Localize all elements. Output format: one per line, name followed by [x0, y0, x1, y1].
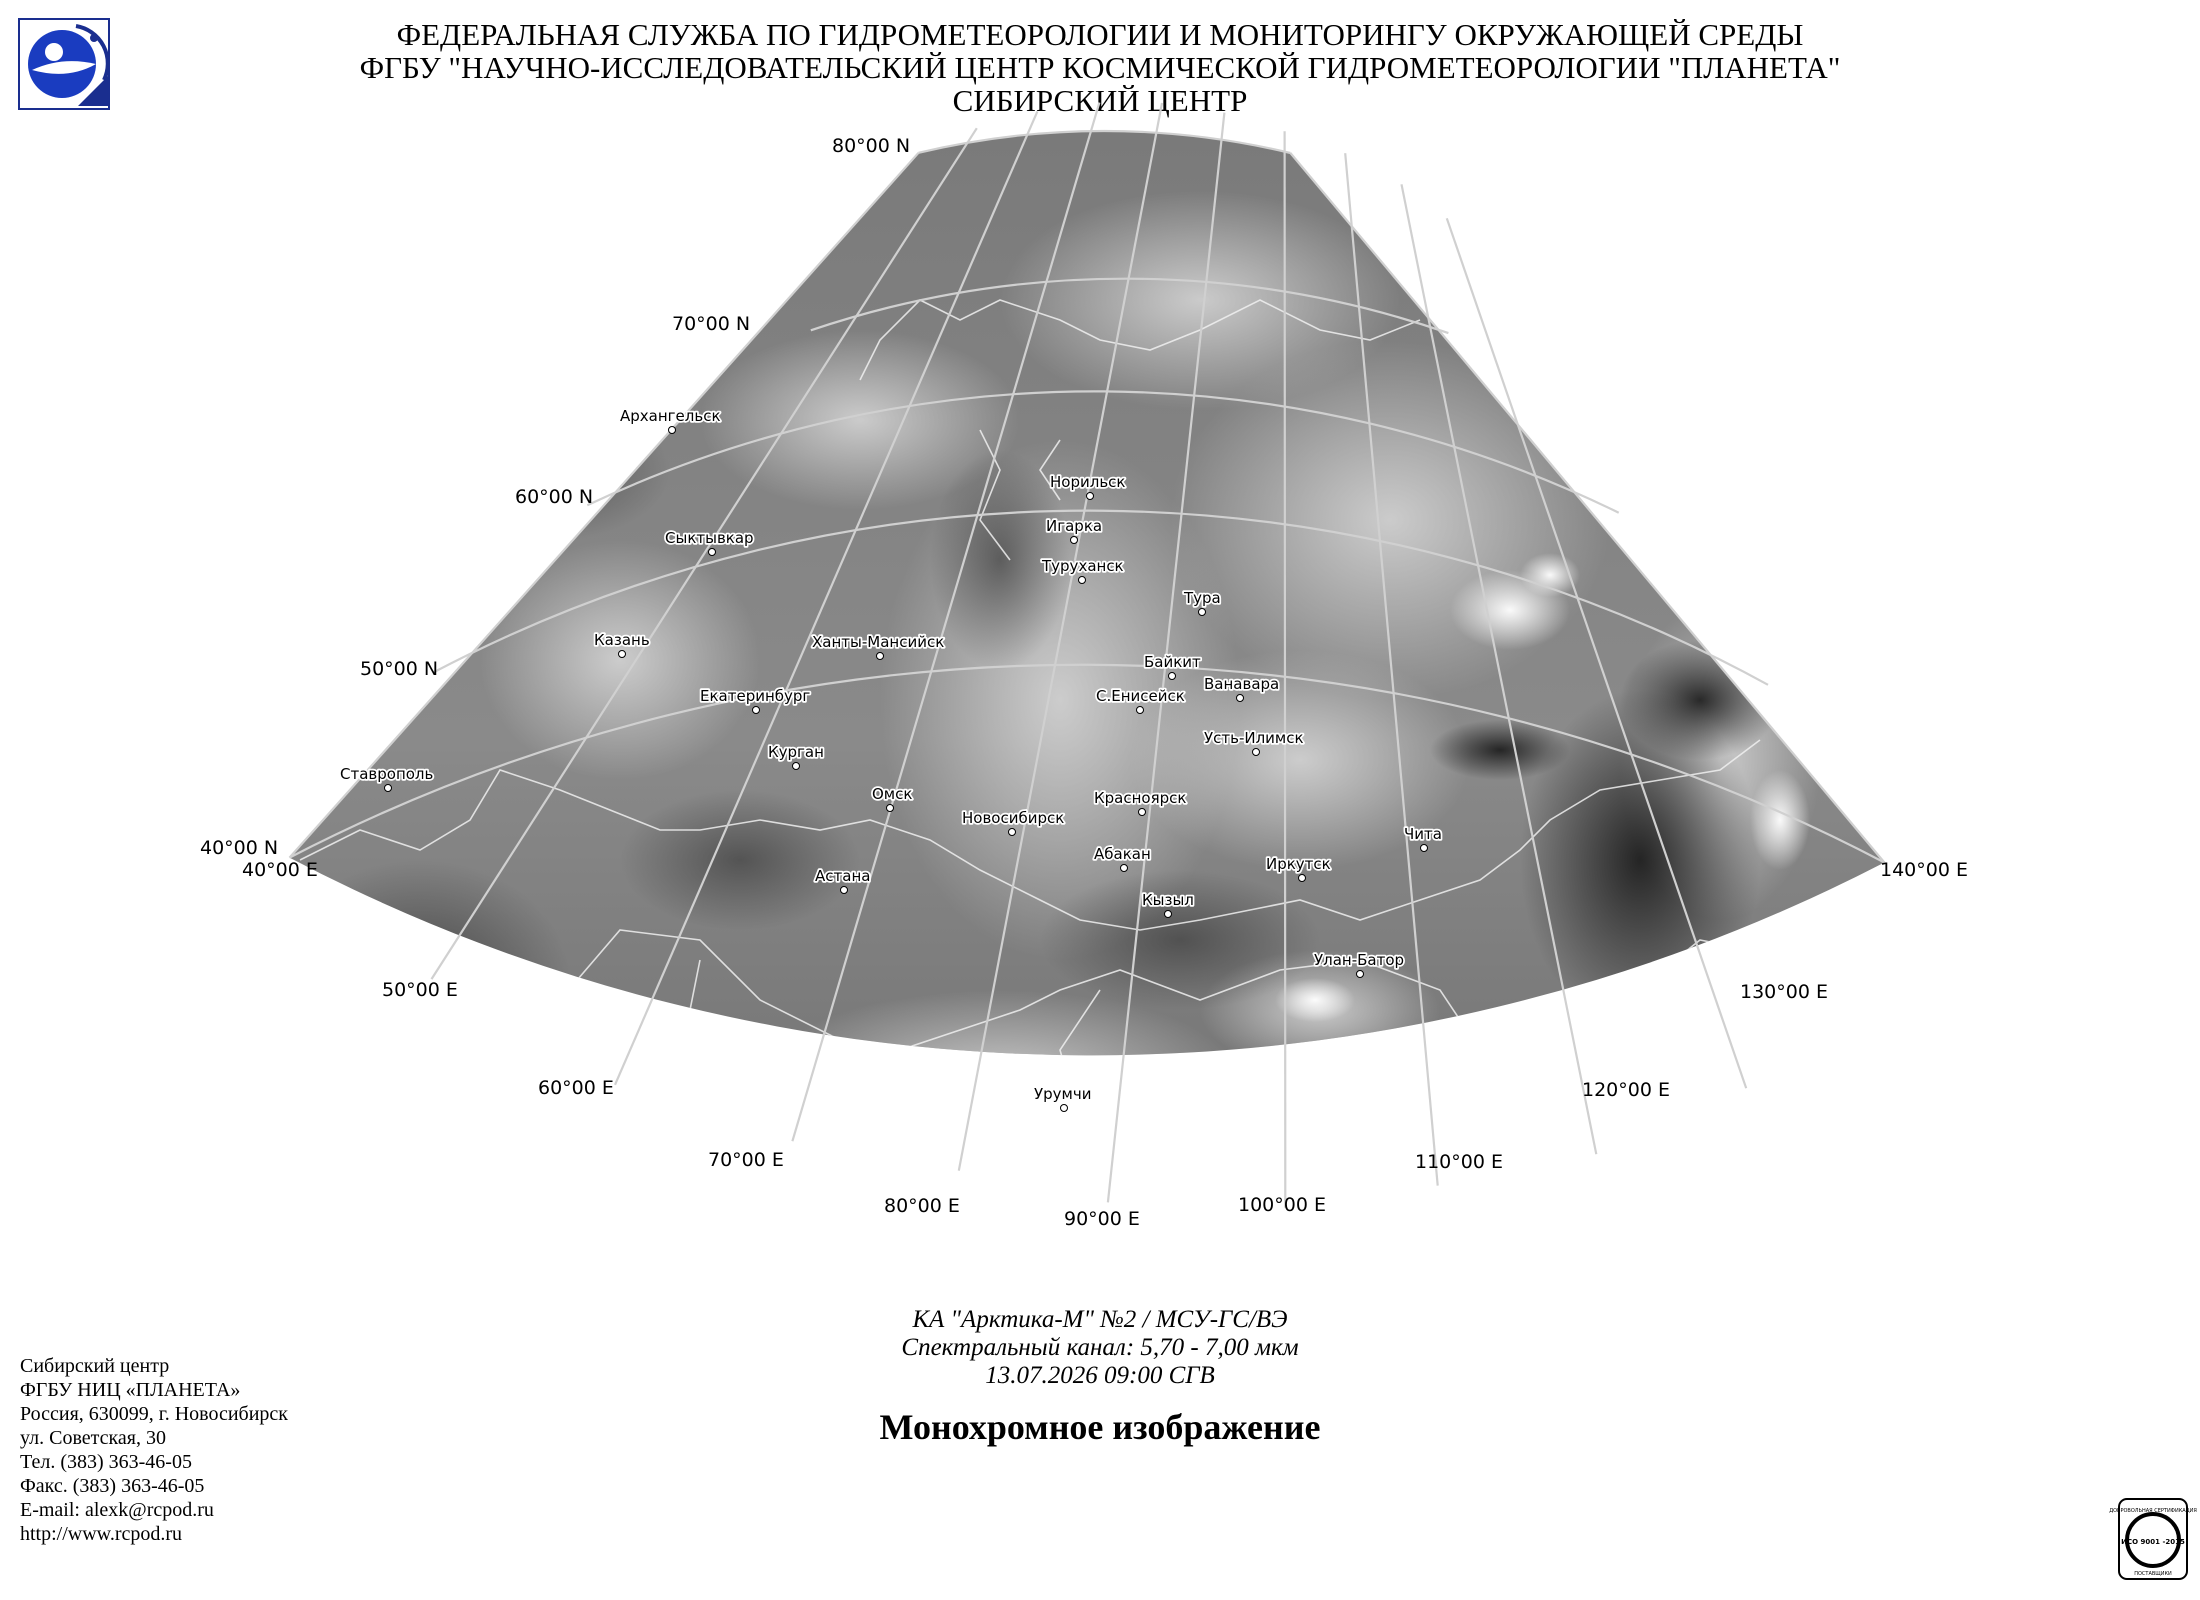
svg-text:ДОБРОВОЛЬНАЯ СЕРТИФИКАЦИЯ: ДОБРОВОЛЬНАЯ СЕРТИФИКАЦИЯ [2109, 1508, 2197, 1514]
contact-org: ФГБУ НИЦ «ПЛАНЕТА» [20, 1379, 241, 1401]
svg-text:Архангельск: Архангельск [620, 407, 721, 425]
header-line-institute: ФГБУ "НАУЧНО-ИССЛЕДОВАТЕЛЬСКИЙ ЦЕНТР КОСМИЧЕСКОЙ ГИДРОМЕТЕОРОЛОГИИ "ПЛАНЕТА" [359, 50, 1841, 85]
iso-certification-badge [2109, 1498, 2197, 1580]
lon-label-120: 120°00 E [1582, 1079, 1670, 1101]
lon-label-110: 110°00 E [1415, 1151, 1503, 1173]
lon-label-90: 90°00 E [1064, 1208, 1140, 1230]
contact-center: Сибирский центр [20, 1355, 170, 1377]
image-caption [700, 1306, 1500, 1390]
svg-text:Туруханск: Туруханск [1042, 557, 1124, 575]
lon-label-60: 60°00 E [538, 1077, 614, 1099]
svg-text:Игарка: Игарка [1046, 517, 1103, 535]
caption-channel: Спектральный канал: 5,70 - 7,00 мкм [901, 1334, 1299, 1361]
contact-street: ул. Советская, 30 [20, 1427, 166, 1449]
svg-text:Иркутск: Иркутск [1266, 855, 1331, 873]
svg-text:Норильск: Норильск [1050, 473, 1126, 491]
header-line-agency: ФЕДЕРАЛЬНАЯ СЛУЖБА ПО ГИДРОМЕТЕОРОЛОГИИ И МОНИТОРИНГУ ОКРУЖАЮЩЕЙ СРЕДЫ [396, 17, 1804, 52]
lon-label-70: 70°00 E [708, 1149, 784, 1171]
product-title: Монохромное изображение [879, 1407, 1321, 1447]
svg-text:Курган: Курган [768, 743, 824, 761]
svg-text:Тура: Тура [1184, 589, 1221, 607]
svg-text:Чита: Чита [1404, 825, 1442, 843]
contact-email[interactable]: E-mail: alexk@rcpod.ru [20, 1499, 214, 1521]
svg-text:Екатеринбург: Екатеринбург [700, 687, 811, 705]
caption-datetime: 13.07.2026 09:00 СГВ [985, 1362, 1215, 1389]
caption-satellite: КА "Арктика-М" №2 / МСУ-ГС/ВЭ [912, 1306, 1288, 1333]
contact-phone: Тел. (383) 363-46-05 [20, 1451, 192, 1473]
svg-text:С.Енисейск: С.Енисейск [1096, 687, 1185, 705]
svg-text:Кызыл: Кызыл [1142, 891, 1194, 909]
svg-text:ИСО 9001 -2015: ИСО 9001 -2015 [2121, 1538, 2185, 1546]
svg-text:Абакан: Абакан [1094, 845, 1151, 863]
svg-text:Сыктывкар: Сыктывкар [665, 529, 754, 547]
svg-text:Байкит: Байкит [1144, 653, 1201, 671]
svg-text:Ванавара: Ванавара [1204, 675, 1280, 693]
lon-label-50: 50°00 E [382, 979, 458, 1001]
lon-label-40: 40°00 E [242, 859, 318, 881]
svg-text:Ставрополь: Ставрополь [340, 765, 434, 783]
svg-text:Казань: Казань [594, 631, 650, 649]
lon-label-80: 80°00 E [884, 1195, 960, 1217]
contact-website[interactable]: http://www.rcpod.ru [20, 1523, 183, 1545]
svg-text:Новосибирск: Новосибирск [962, 809, 1065, 827]
svg-text:ПОСТАВЩИКИ: ПОСТАВЩИКИ [2134, 1571, 2172, 1577]
svg-text:Омск: Омск [872, 785, 913, 803]
lon-label-140: 140°00 E [1880, 859, 1968, 881]
svg-text:Красноярск: Красноярск [1094, 789, 1187, 807]
lat-label-60: 60°00 N [515, 486, 594, 508]
contact-info [20, 1354, 288, 1546]
svg-text:Ханты-Мансийск: Ханты-Мансийск [812, 633, 945, 651]
lon-label-130: 130°00 E [1740, 981, 1828, 1003]
lat-label-70: 70°00 N [672, 313, 751, 335]
contact-fax: Факс. (383) 363-46-05 [20, 1475, 205, 1497]
svg-text:Усть-Илимск: Усть-Илимск [1204, 729, 1304, 747]
city-urumqi [1034, 1085, 1091, 1112]
lat-label-80: 80°00 N [832, 135, 911, 157]
header-line-center: СИБИРСКИЙ ЦЕНТР [952, 83, 1248, 118]
svg-text:Улан-Батор: Улан-Батор [1314, 951, 1405, 969]
lon-label-100: 100°00 E [1238, 1194, 1326, 1216]
lat-label-50: 50°00 N [360, 658, 439, 680]
svg-text:Урумчи: Урумчи [1034, 1085, 1092, 1103]
lat-label-40: 40°00 N [200, 837, 279, 859]
contact-city: Россия, 630099, г. Новосибирск [20, 1403, 289, 1425]
water-vapor-imagery [250, 130, 1950, 1240]
svg-text:Астана: Астана [815, 867, 871, 885]
